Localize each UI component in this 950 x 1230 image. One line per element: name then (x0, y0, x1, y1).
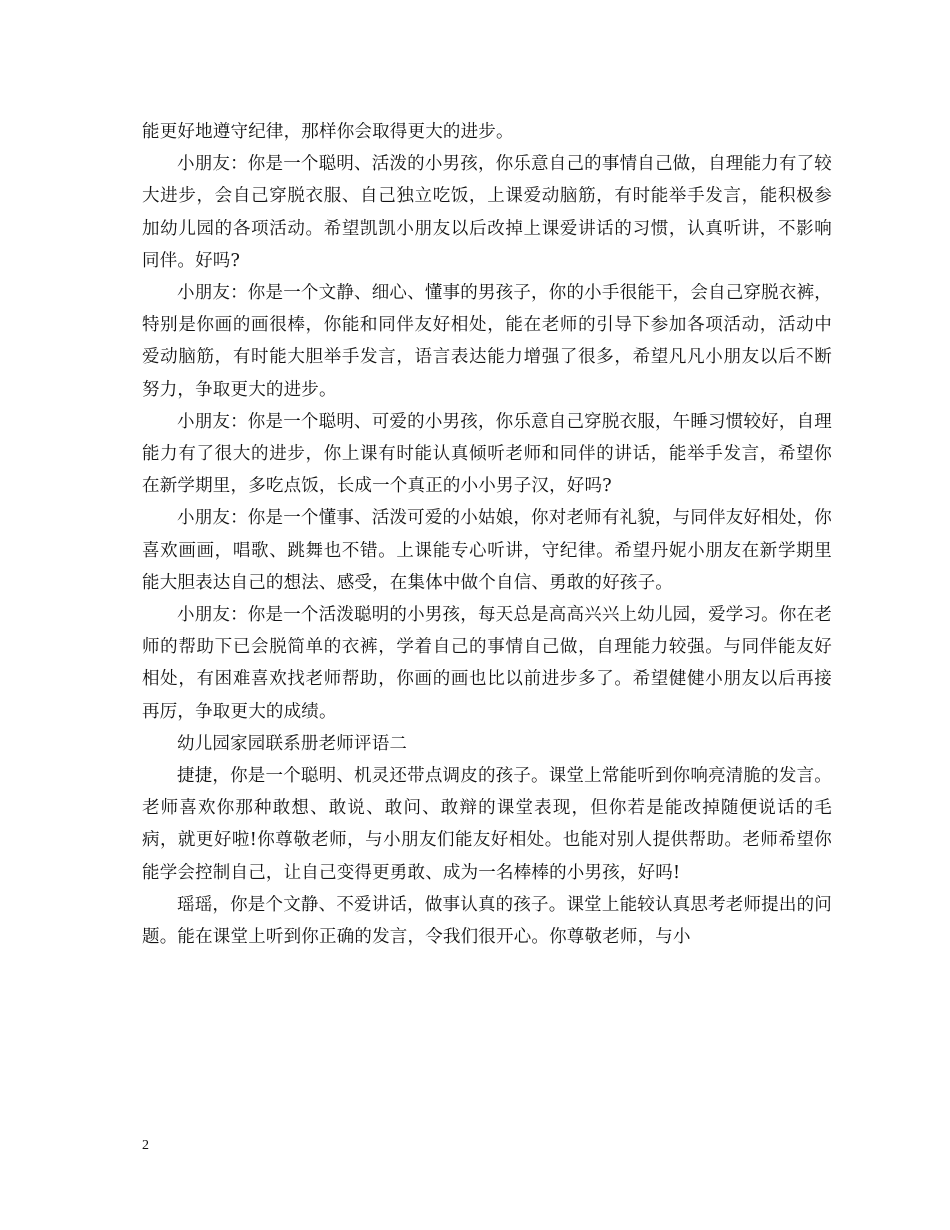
paragraph-jiejie-comment: 捷捷，你是一个聪明、机灵还带点调皮的孩子。课堂上常能听到你响亮清脆的发言。老师喜欢你那种敢想、敢说、敢问、敢辩的课堂表现，但你若是能改掉随便说话的毛病，就更好啦!你尊敬老师，与小朋友们能友好相处。也能对别人提供帮助。老师希望你能学会控制自己，让自己变得更勇敢、成为一名棒棒的小男孩，好吗! (142, 766, 832, 883)
paragraph-fanfan-comment: 小朋友：你是一个文静、细心、懂事的男孩子，你的小手很能干，会自己穿脱衣裤，特别是你画的画很棒，你能和同伴友好相处，能在老师的引导下参加各项活动，活动中爱动脑筋，有时能大胆举手发言，语言表达能力增强了很多，希望凡凡小朋友以后不断努力，争取更大的进步。 (142, 283, 832, 400)
paragraph-continuation: 能更好地遵守纪律，那样你会取得更大的进步。 (142, 122, 514, 142)
paragraph-danni-comment: 小朋友：你是一个懂事、活泼可爱的小姑娘，你对老师有礼貌，与同伴友好相处，你喜欢画画，唱歌、跳舞也不错。上课能专心听讲，守纪律。希望丹妮小朋友在新学期里能大胆表达自己的想法、感受，在集体中做个自信、勇敢的好孩子。 (142, 508, 832, 593)
page-number: 2 (142, 1138, 149, 1153)
document-body (142, 116, 832, 953)
section-heading: 幼儿园家园联系册老师评语二 (177, 733, 408, 754)
paragraph-yaoyao-comment: 瑶瑶，你是个文静、不爱讲话，做事认真的孩子。课堂上能较认真思考老师提出的问题。能在课堂上听到你正确的发言，令我们很开心。你尊敬老师，与小 (142, 894, 832, 948)
paragraph-jianjian-comment: 小朋友：你是一个活泼聪明的小男孩，每天总是高高兴兴上幼儿园，爱学习。你在老师的帮助下已会脱简单的衣裤，学着自己的事情自己做，自理能力较强。与同伴能友好相处，有困难喜欢找老师帮助，你画的画也比以前进步多了。希望健健小朋友以后再接再厉，争取更大的成绩。 (142, 605, 832, 722)
paragraph-little-boy-comment: 小朋友：你是一个聪明、可爱的小男孩，你乐意自己穿脱衣服，午睡习惯较好，自理能力有了很大的进步，你上课有时能认真倾听老师和同伴的讲话，能举手发言，希望你在新学期里，多吃点饭，长成一个真正的小小男子汉，好吗? (142, 411, 832, 497)
paragraph-kaikai-comment: 小朋友：你是一个聪明、活泼的小男孩，你乐意自己的事情自己做，自理能力有了较大进步，会自己穿脱衣服、自己独立吃饭，上课爱动脑筋，有时能举手发言，能积极参加幼儿园的各项活动。希望凯凯小朋友以后改掉上课爱讲话的习惯，认真听讲，不影响同伴。好吗? (142, 154, 832, 271)
